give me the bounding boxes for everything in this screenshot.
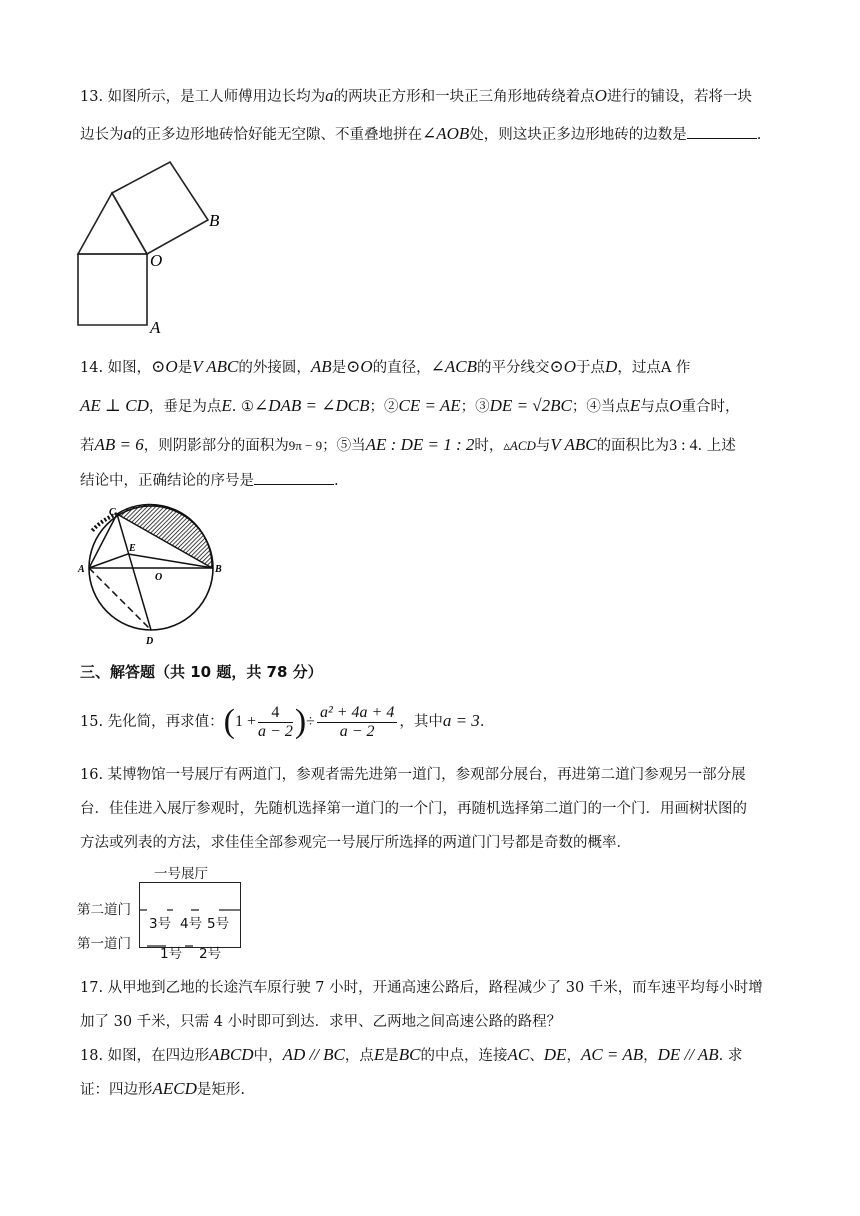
- q14-line-2: AE ⊥ CD，垂足为点E. ①∠DAB = ∠DCB；②CE = AE；③DE = √2BC；④当点E与点O重合时，: [80, 396, 740, 415]
- q14-label-D: D: [146, 636, 154, 647]
- section-3-title: 三、解答题（共 10 题，共 78 分）: [80, 663, 323, 681]
- q13-figure: [70, 160, 250, 340]
- q16-first-gate-label: 第一道门: [77, 936, 131, 952]
- q13-label-B: B: [209, 211, 220, 230]
- q16-door-4: 4号: [180, 916, 203, 932]
- q18-line-1: 18. 如图，在四边形ABCD中，AD // BC，点E是BC的中点，连接AC、DE，AC = AB，DE // AB. 求: [80, 1045, 743, 1064]
- q13-triangle: [78, 193, 147, 254]
- q16-door-3: 3号: [149, 916, 172, 932]
- q14-answer-blank: [254, 470, 334, 485]
- q14-label-O: O: [155, 572, 163, 583]
- q14-shaded-region: [117, 504, 212, 568]
- q15-line: 15. 先化简，再求值：(1 + $\frac{4}{a - 2}$ )÷ $\frac{\text{a² + 4a + 4}}{a - 2}$ ，其中a = 3.: [80, 703, 485, 740]
- q14-figure: [75, 502, 225, 652]
- q18-line-2: 证：四边形AECD是矩形.: [80, 1079, 245, 1098]
- q14-label-A: A: [78, 564, 85, 575]
- q16-door-2: 2号: [199, 946, 222, 962]
- q13-line-2: 边长为a的正多边形地砖恰好能无空隙、不重叠地拼在∠AOB处，则这块正多边形地砖的边数是 .: [80, 124, 762, 143]
- q15-number: 15.: [80, 714, 104, 730]
- q16-second-gate-label: 第二道门: [77, 902, 131, 918]
- q15-fraction-1: $\frac{4}{a - 2}$: [258, 703, 293, 740]
- q16-figure: [76, 862, 266, 962]
- q16-line-2: 台．佳佳进入展厅参观时，先随机选择第一道门的一个门，再随机选择第二道门的一个门．用画树状图的: [80, 801, 747, 817]
- q14-line-3: 若AB = 6，则阴影部分的面积为9π − 9；⑤当AE : DE = 1 : 2时，▵ACD与V ABC的面积比为3 : 4. 上述: [80, 435, 736, 454]
- q13-number: 13.: [80, 89, 104, 105]
- q16-door-1: 1号: [160, 946, 183, 962]
- q14-line-1: 14. 如图，⊙O是V ABC的外接圆，AB是⊙O的直径，∠ACB的平分线交⊙O于点D，过点A 作: [80, 357, 691, 376]
- q17-line-1: 17. 从甲地到乙地的长途汽车原行驶 7 小时，开通高速公路后，路程减少了 30 千米，而车速平均每小时增: [80, 980, 763, 996]
- q17-number: 17.: [80, 980, 104, 996]
- q13-label-O: O: [150, 251, 163, 270]
- q13-square-tilted: [112, 162, 208, 254]
- q18-number: 18.: [80, 1048, 104, 1064]
- q17-line-2: 加了 30 千米，只需 4 小时即可到达．求甲、乙两地之间高速公路的路程？: [80, 1014, 562, 1030]
- q13-square-bottom: [78, 254, 147, 325]
- q13-line-1: 13. 如图所示，是工人师傅用边长均为a的两块正方形和一块正三角形地砖绕着点O进行的铺设，若将一块: [80, 86, 752, 105]
- q16-number: 16.: [80, 767, 104, 783]
- q13-answer-blank: [687, 124, 757, 139]
- q14-label-C: C: [109, 507, 116, 518]
- q14-label-E: E: [129, 543, 136, 554]
- q16-door-5: 5号: [207, 916, 230, 932]
- q16-hall-label: 一号展厅: [154, 866, 208, 882]
- q14-number: 14.: [80, 360, 104, 376]
- q16-line-1: 16. 某博物馆一号展厅有两道门，参观者需先进第一道门，参观部分展台，再进第二道门参观另一部分展: [80, 767, 746, 783]
- q16-line-3: 方法或列表的方法，求佳佳全部参观完一号展厅所选择的两道门门号都是奇数的概率．: [80, 835, 631, 851]
- q14-line-4: 结论中，正确结论的序号是 .: [80, 470, 339, 491]
- q15-fraction-2: $\frac{\text{a² + 4a + 4}}{a - 2}$: [317, 704, 397, 741]
- q13-label-A: A: [150, 318, 161, 337]
- q14-label-B: B: [215, 564, 222, 575]
